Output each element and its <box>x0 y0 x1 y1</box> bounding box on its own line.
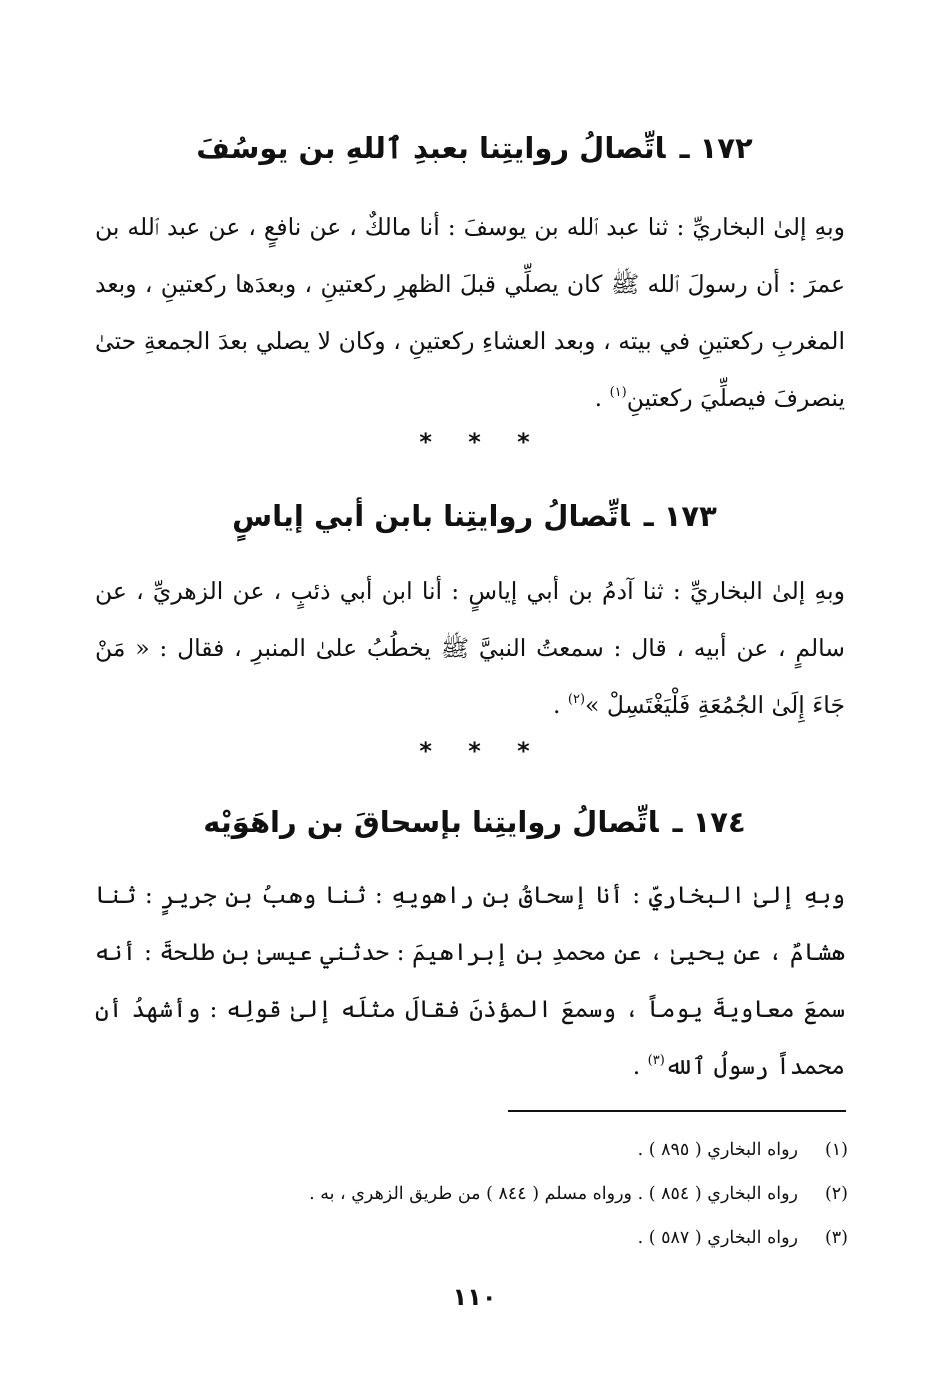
footnotes <box>95 1128 848 1260</box>
footnote-item <box>95 1128 848 1172</box>
body-end: . <box>632 1052 648 1080</box>
footnote-text: رواه البخاري ( ٨٥٤ ) . ورواه مسلم ( ٨٤٤ ) من طريق الزهري ، به . <box>309 1184 798 1204</box>
body-end: . <box>594 384 610 412</box>
section-title: اتِّصالُ روايتِنا بإسحاقَ بن راهَوَيْه <box>203 805 659 839</box>
section-number: ١٧٤ ـ <box>672 805 746 839</box>
body-end: . <box>552 691 568 719</box>
footnote-ref[interactable]: (٣) <box>647 1053 665 1068</box>
section-body-172 <box>95 199 845 427</box>
footnote-number: (٣) <box>824 1228 848 1248</box>
section-separator: * * * <box>419 737 530 765</box>
section-body-174 <box>95 867 845 1095</box>
page-number: ١١٠ <box>452 1283 497 1311</box>
footnote-ref[interactable]: (٢) <box>567 692 586 707</box>
section-title: اتِّصالُ روايتِنا بابن أبي إياسٍ <box>232 499 630 533</box>
section-heading-174 <box>0 802 949 842</box>
footnote-number: (٢) <box>824 1184 848 1204</box>
footnote-ref[interactable]: (١) <box>609 385 627 400</box>
footnote-text: رواه البخاري ( ٨٩٥ ) . <box>637 1140 798 1160</box>
body-text: وبهِ إلىٰ البخاريِّ : ثنا آدمُ بن أبي إياسٍ : أنا ابن أبي ذئبٍ ، عن الزهريِّ ، عن سالمٍ ، عن أبيه ، قال : سمعتُ النبيَّ ﷺ يخطُبُ علىٰ المنبرِ ، فقال : « مَنْ جَاءَ إِلَىٰ الجُمُعَةِ فَلْيَغْتَسِلْ » <box>95 577 845 719</box>
body-text: وبهِ إلىٰ البخاريِّ : أنا إسحاقُ بن راهويهِ : ثنا وهبُ بن جريرٍ : ثنا هشامٌ ، عن يحيىٰ ، عن محمدِ بن إبراهيمَ : حدثني عيسىٰ بن طلحةَ : أنه سمعَ معاويةَ يوماً ، وسمعَ المؤذنَ فقالَ مثلَه إلىٰ قولِه : وأشهدُ أن محمداً رسولُ ٱلله <box>95 881 845 1080</box>
section-heading-172 <box>0 128 949 168</box>
section-number: ١٧٢ ـ <box>679 131 753 165</box>
footnote-item <box>95 1172 848 1216</box>
footnote-item <box>95 1216 848 1260</box>
footnote-text: رواه البخاري ( ٥٨٧ ) . <box>637 1228 798 1248</box>
footnote-divider <box>508 1110 846 1112</box>
body-text: وبهِ إلىٰ البخاريِّ : ثنا عبد ٱلله بن يوسفَ : أنا مالكٌ ، عن نافعٍ ، عن عبد ٱلله بن عمرَ : أن رسولَ ٱلله ﷺ كان يصلِّي قبلَ الظهرِ ركعتينِ ، وبعدَها ركعتينِ ، وبعد المغربِ ركعتينِ في بيته ، وبعد العشاءِ ركعتينِ ، وكان لا يصلي بعدَ الجمعةِ حتىٰ ينصرفَ فيصلِّيَ ركعتينِ <box>95 213 845 412</box>
section-number: ١٧٣ ـ <box>643 499 717 533</box>
section-title: اتِّصالُ روايتِنا بعبدِ ٱللهِ بن يوسُفَ <box>196 131 666 165</box>
footnote-number: (١) <box>824 1140 848 1160</box>
section-separator: * * * <box>419 428 530 456</box>
section-body-173 <box>95 563 845 734</box>
section-heading-173 <box>0 496 949 536</box>
